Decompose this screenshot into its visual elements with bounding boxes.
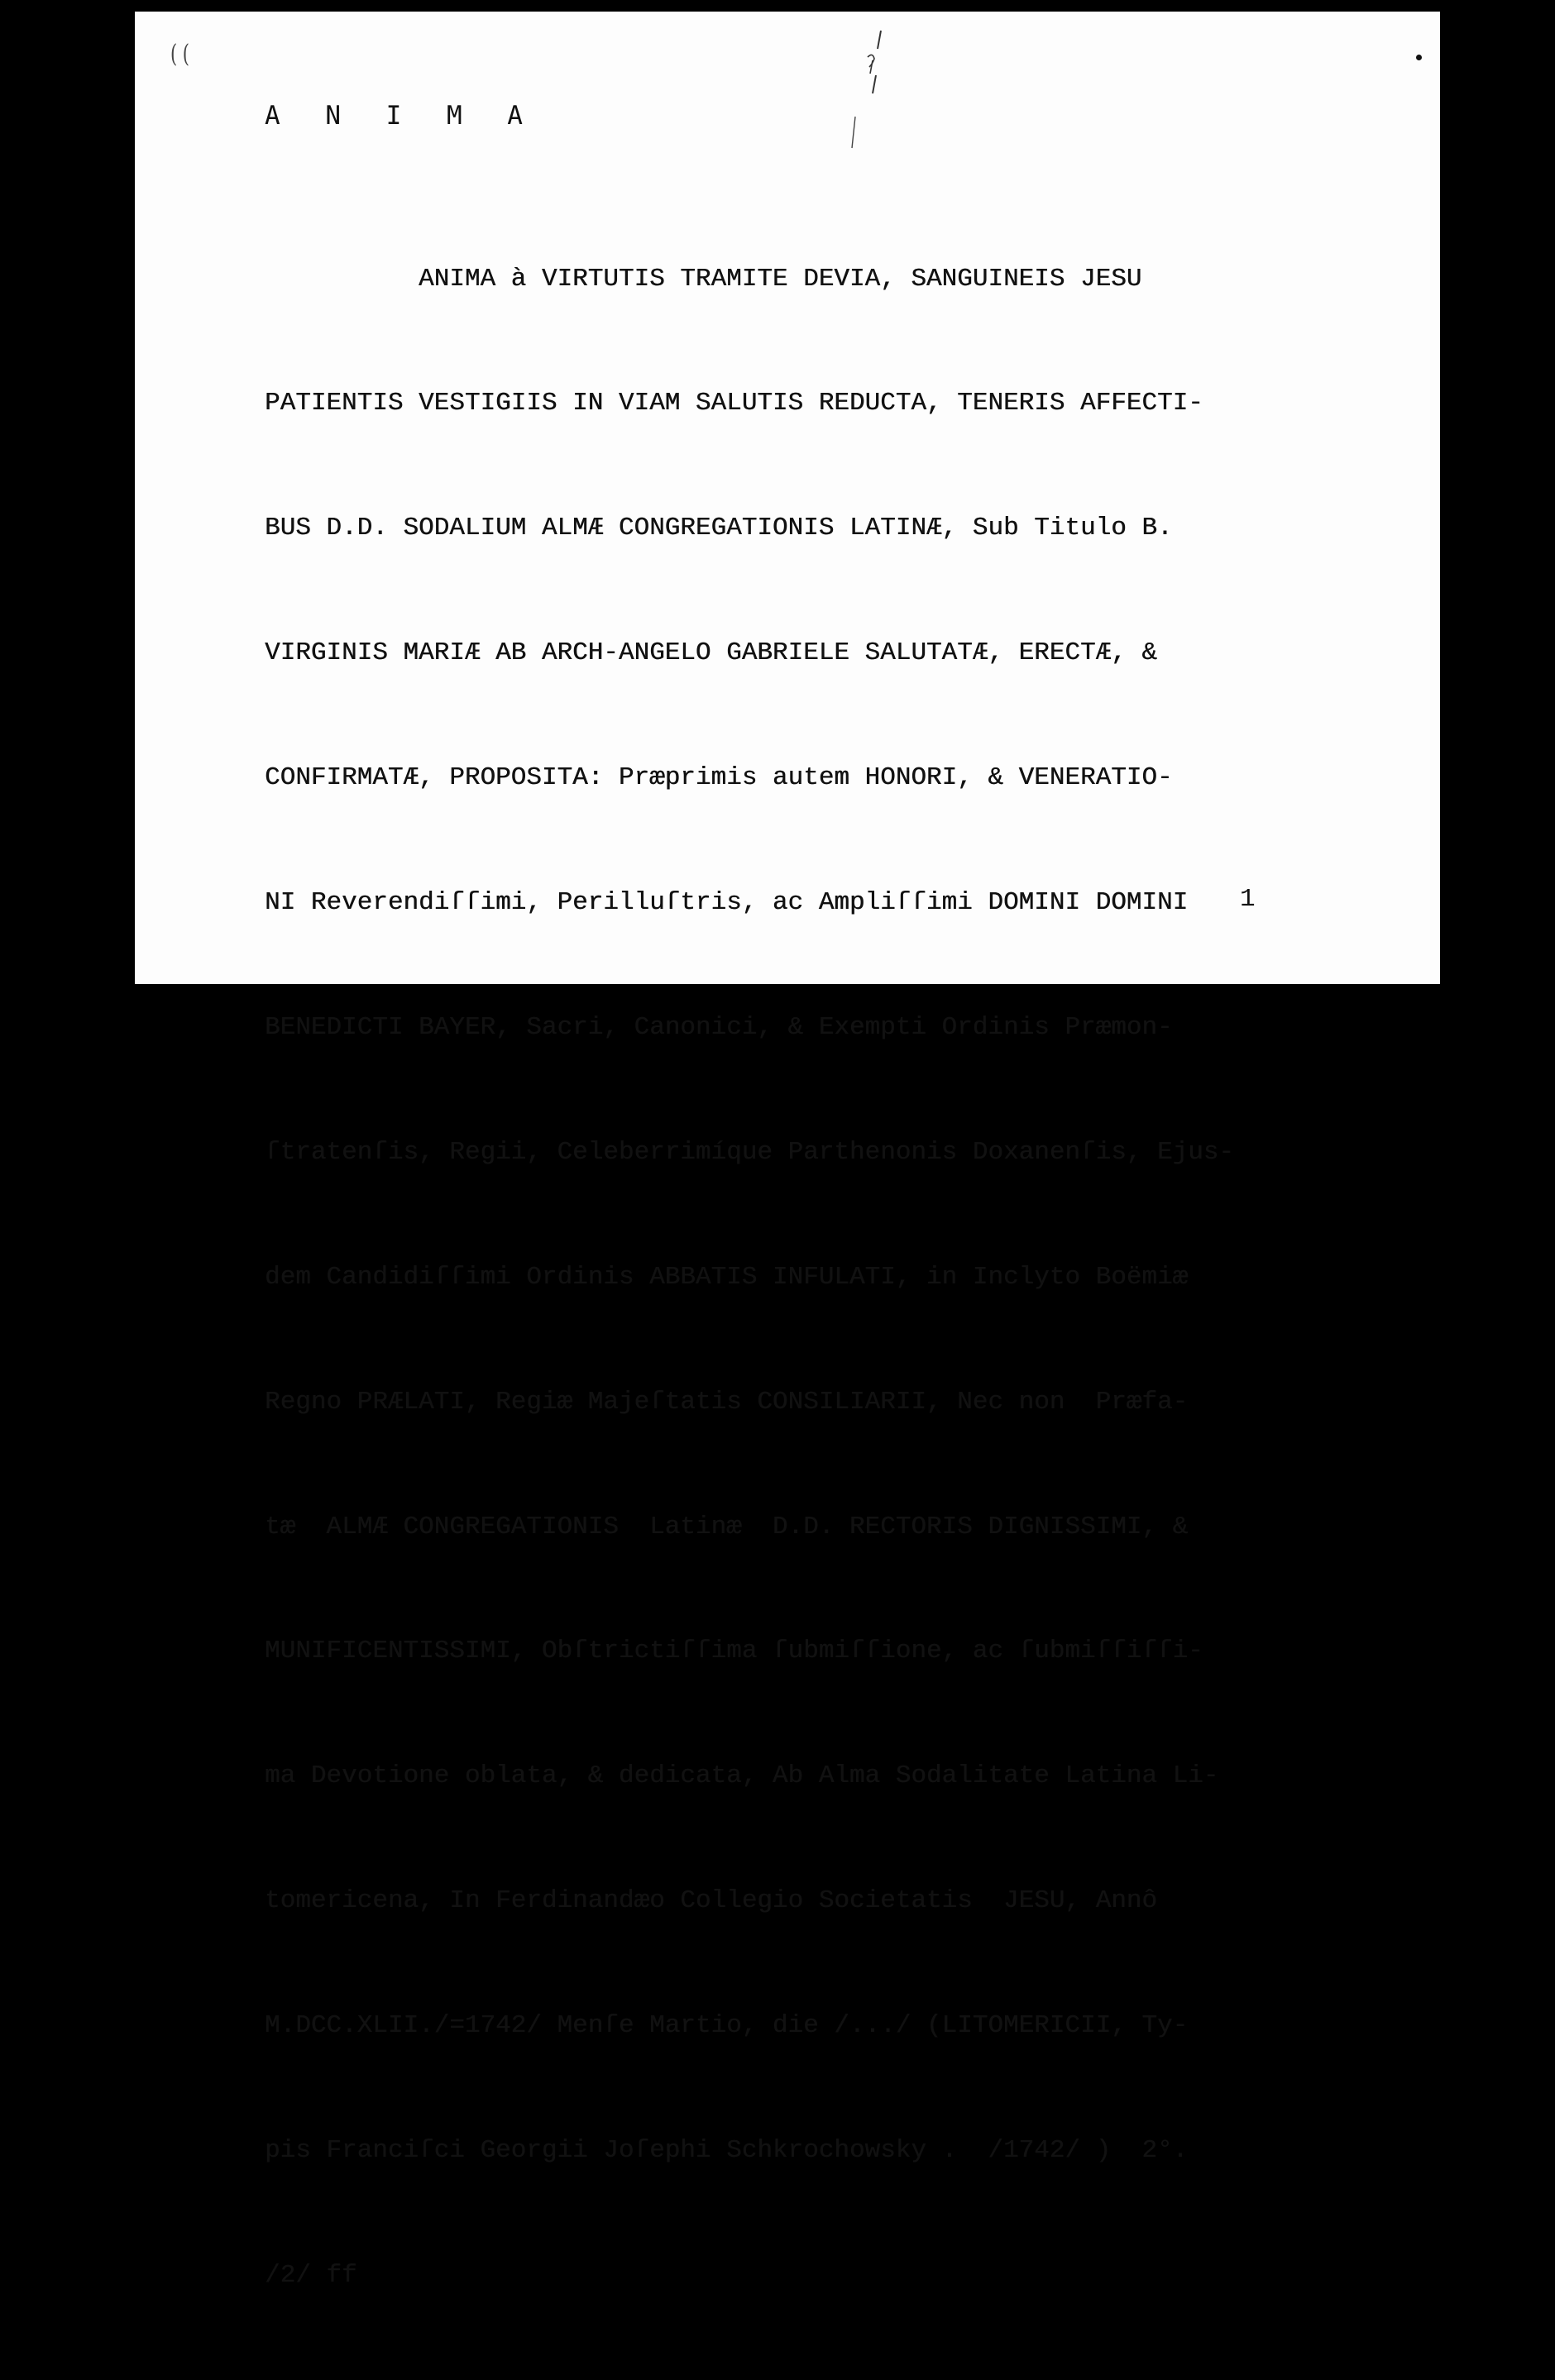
body-line: pis Franciſci Georgii Joſephi Schkrochowsky . /1742/ ) 2°. bbox=[265, 2135, 1189, 2165]
body-line: NI Reverendiſſimi, Perilluſtris, ac Ampliſſimi DOMINI DOMINI bbox=[265, 888, 1189, 918]
pencil-annotation-icon bbox=[841, 24, 899, 165]
body-line: Regno PRÆLATI, Regiæ Majeſtatis CONSILIARII, Nec non Præfa- bbox=[265, 1387, 1189, 1417]
body-line: ma Devotione oblata, & dedicata, Ab Alma Sodalitate Latina Li- bbox=[265, 1761, 1219, 1791]
body-line: MUNIFICENTISSIMI, Obſtrictiſſima ſubmiſſione, ac ſubmiſſiſſi- bbox=[265, 1637, 1203, 1666]
body-line: dem Candidiſſimi Ordinis ABBATIS INFULATI, in Inclyto Boëmiæ bbox=[265, 1262, 1189, 1292]
page-number: 1 bbox=[1240, 885, 1256, 914]
corner-mark: ( ( bbox=[170, 40, 190, 69]
body-line: tomericena, In Ferdinandæo Collegio Societatis JESU, Annô bbox=[265, 1886, 1157, 1916]
body-line: PATIENTIS VESTIGIIS IN VIAM SALUTIS REDUCTA, TENERIS AFFECTI- bbox=[265, 389, 1203, 418]
card-body bbox=[265, 175, 1481, 2380]
body-line: tæ ALMÆ CONGREGATIONIS Latinæ D.D. RECTORIS DIGNISSIMI, & bbox=[265, 1512, 1189, 1541]
body-line: VIRGINIS MARIÆ AB ARCH-ANGELO GABRIELE SALUTATÆ, ERECTÆ, & bbox=[265, 638, 1157, 668]
body-line: ANIMA à VIRTUTIS TRAMITE DEVIA, SANGUINEIS JESU bbox=[265, 264, 1142, 294]
body-line: /2/ ff bbox=[265, 2260, 357, 2290]
catalog-card bbox=[135, 12, 1440, 2290]
body-line: ſtratenſis, Regii, Celeberrimíque Parthenonis Doxanenſis, Ejus- bbox=[265, 1137, 1234, 1167]
body-line: M.DCC.XLII./=1742/ Menſe Martio, die /.../ (LITOMERICII, Ty- bbox=[265, 2011, 1189, 2041]
card-heading: A N I M A bbox=[265, 101, 538, 131]
body-line: BUS D.D. SODALIUM ALMÆ CONGREGATIONIS LATINÆ, Sub Titulo B. bbox=[265, 514, 1173, 543]
punch-dot bbox=[1416, 55, 1422, 60]
body-line: BENEDICTI BAYER, Sacri, Canonici, & Exempti Ordinis Præmon- bbox=[265, 1012, 1173, 1042]
body-line: CONFIRMATÆ, PROPOSITA: Præprimis autem HONORI, & VENERATIO- bbox=[265, 763, 1173, 793]
